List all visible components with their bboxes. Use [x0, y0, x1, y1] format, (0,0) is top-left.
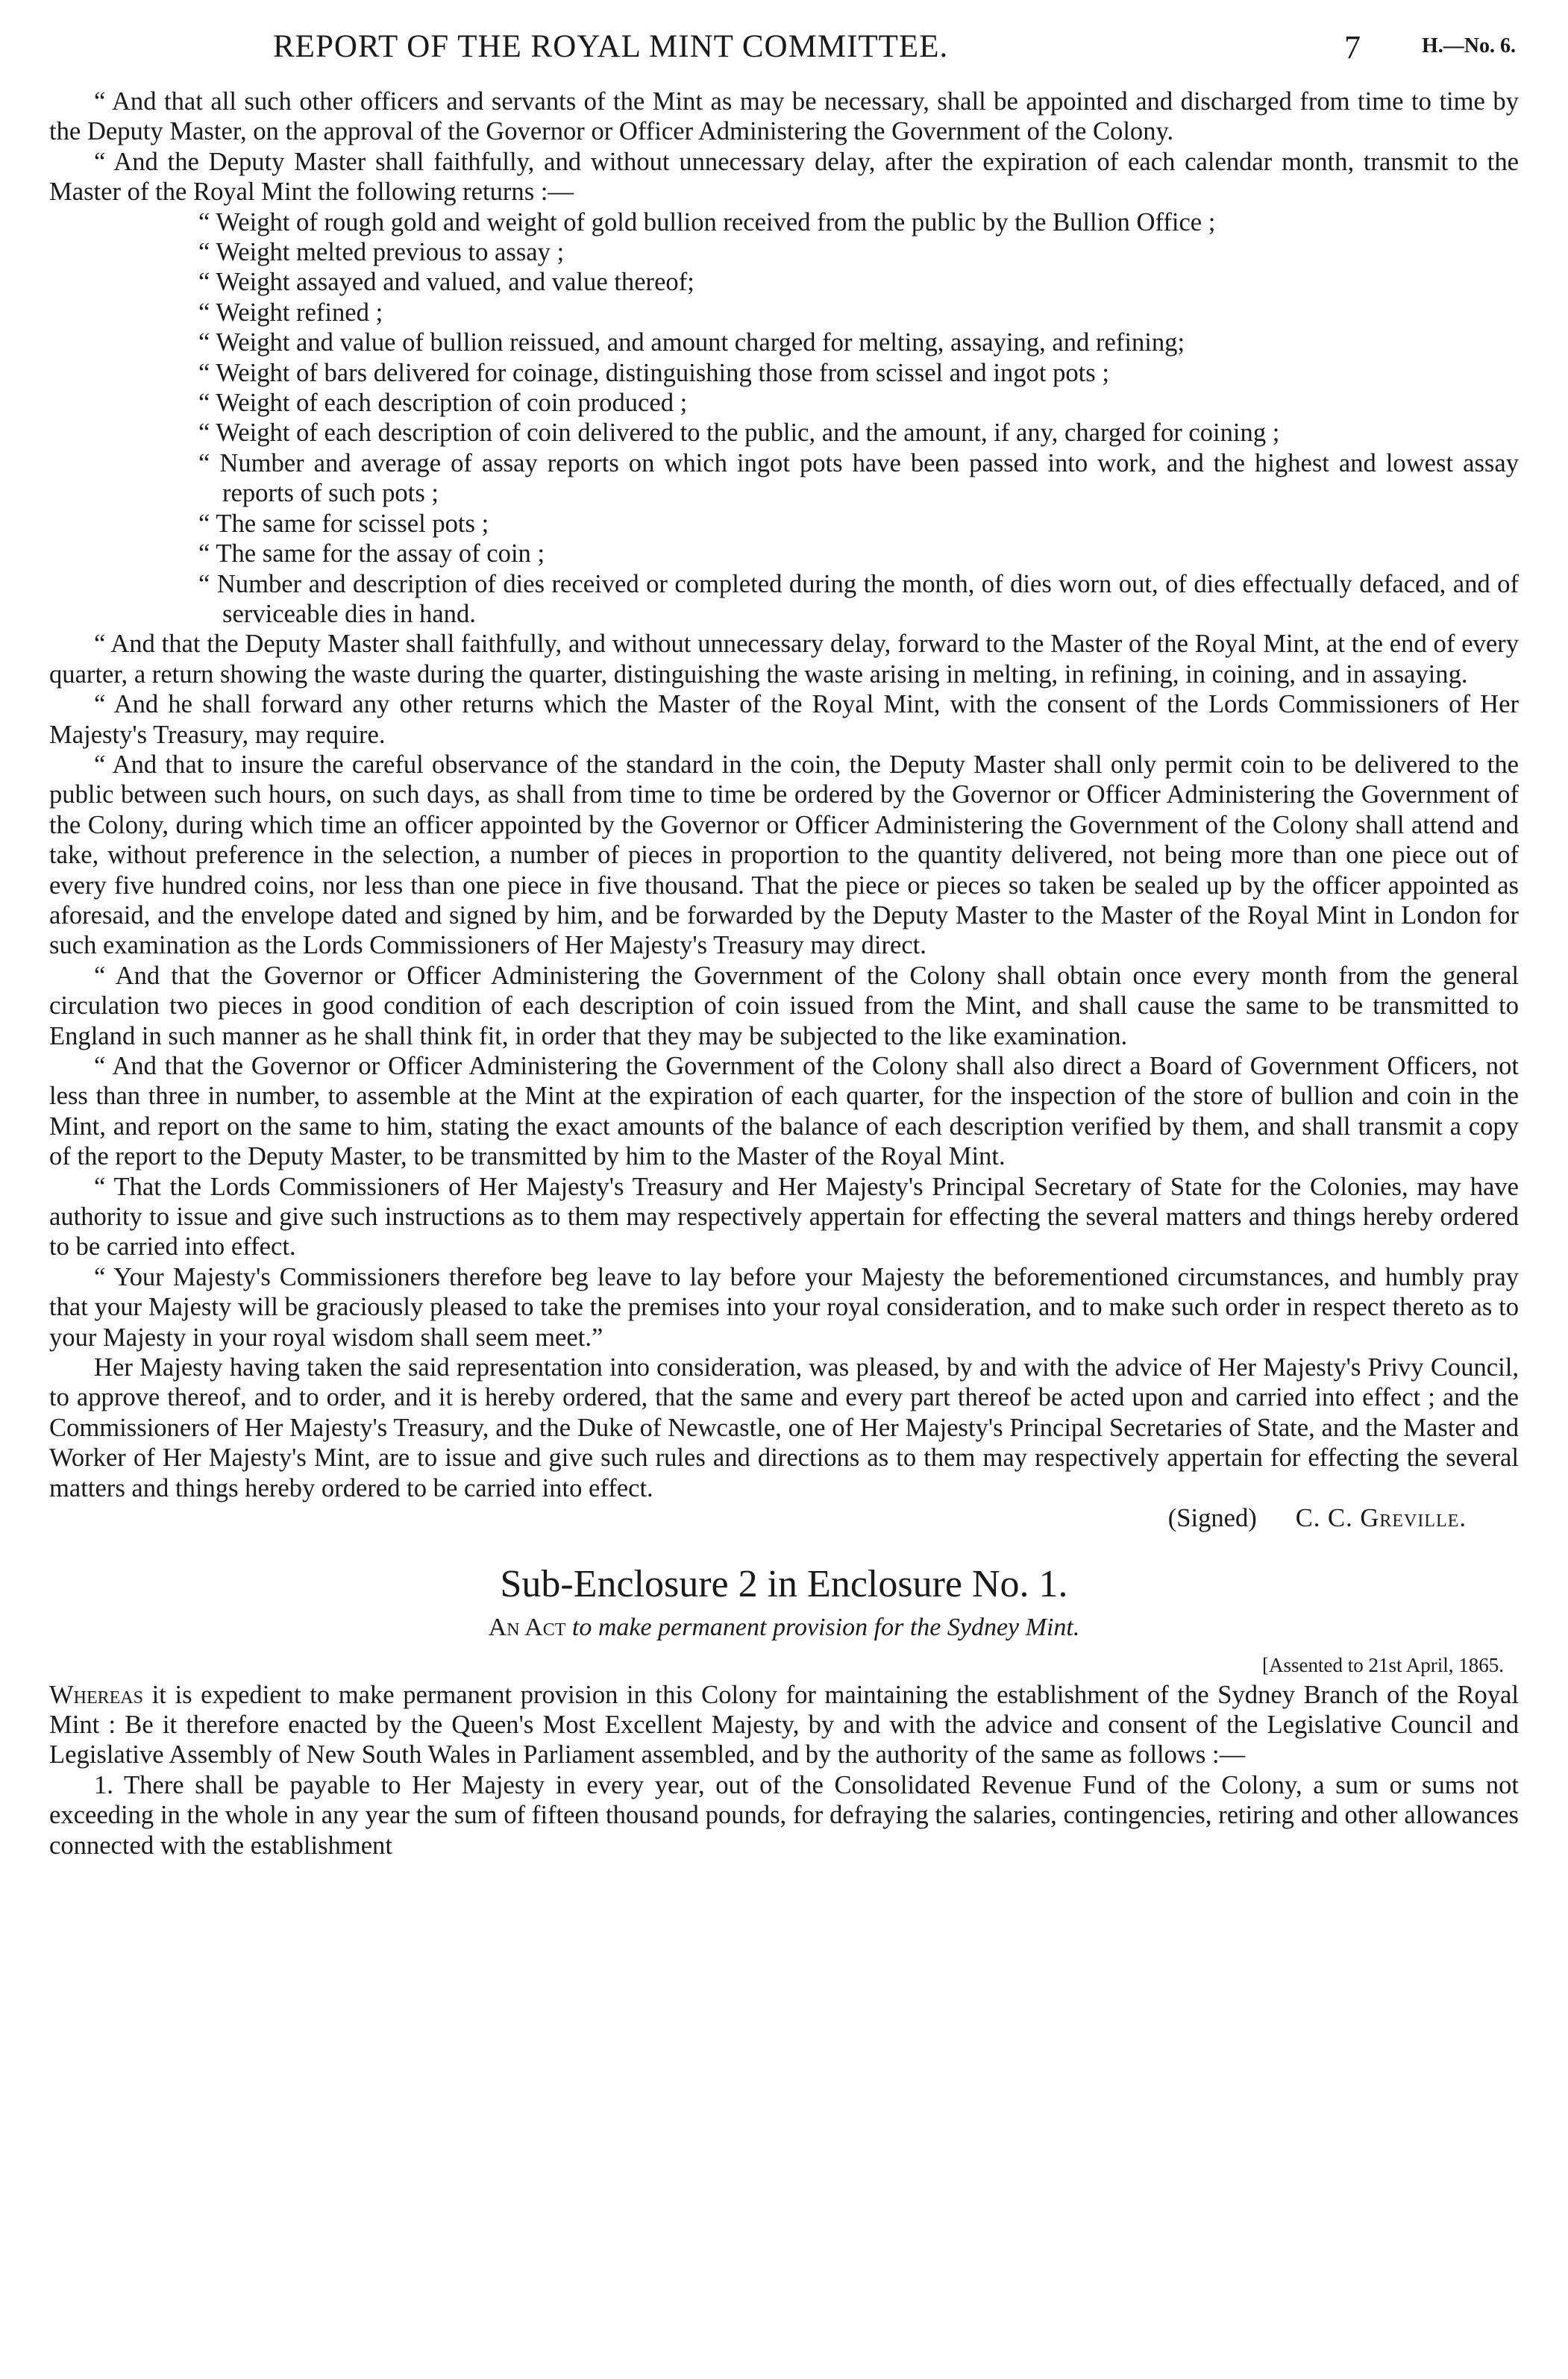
list-item: “ Number and average of assay reports on which ingot pots have been passed into work, and the highest and lowest assay reports of such pots ;	[198, 448, 1519, 508]
signatory-name: C. C. Greville.	[1295, 1504, 1467, 1533]
assent-date: [Assented to 21st April, 1865.	[1262, 1653, 1504, 1676]
returns-list	[49, 207, 1519, 630]
list-item: “ Weight of bars delivered for coinage, distinguishing those from scissel and ingot pots ;	[198, 358, 1109, 387]
document-page	[49, 28, 1519, 1861]
paragraph: “ And he shall forward any other returns which the Master of the Royal Mint, with the consent of the Lords Commissioners of Her Majesty's Treasury, may require.	[49, 690, 1519, 749]
list-item: “ Weight of each description of coin delivered to the public, and the amount, if any, charged for coining ;	[198, 419, 1280, 448]
preamble-lead: Whereas	[49, 1680, 143, 1709]
list-item: “ Weight refined ;	[198, 298, 383, 327]
page-number: 7	[1344, 29, 1361, 66]
signature-line	[49, 1503, 1519, 1533]
list-item: “ The same for the assay of coin ;	[198, 539, 545, 568]
act-prefix: An Act	[488, 1613, 566, 1641]
list-item: “ The same for scissel pots ;	[198, 509, 489, 538]
paragraph: Her Majesty having taken the said representation into consideration, was pleased, by and with the advice of Her Majesty's Privy Council, to approve thereof, and to order, and it is hereby ordered, that the same and every part thereof be acted upon and carried into effect ; and the Commissioners of Her Majesty's Treasury, and the Duke of Newcastle, one of Her Majesty's Principal Secretaries of State, and the Master and Worker of Her Majesty's Mint, are to issue and give such rules and directions as to them may respectively appertain for effecting the several matters and things hereby ordered to be carried into effect.	[49, 1353, 1519, 1502]
signature-label: (Signed)	[1167, 1504, 1257, 1533]
paragraph: “ And the Deputy Master shall faithfully, and without unnecessary delay, after the expiration of each calendar month, transmit to the Master of the Royal Mint the following returns :—	[49, 147, 1519, 207]
list-item: “ Weight and value of bullion reissued, and amount charged for melting, assaying, and refining;	[198, 328, 1185, 357]
act-title-text: to make permanent provision for the Sydney Mint.	[571, 1613, 1080, 1641]
list-item: “ Weight of each description of coin produced ;	[198, 389, 688, 418]
act-title	[49, 1613, 1519, 1643]
paragraph: “ And that all such other officers and servants of the Mint as may be necessary, shall be appointed and discharged from time to time by the Deputy Master, on the approval of the Governor or Officer Administering the Government of the Colony.	[49, 87, 1519, 146]
paragraph: “ Your Majesty's Commissioners therefore beg leave to lay before your Majesty the beforementioned circumstances, and humbly pray that your Majesty will be graciously pleased to take the premises into your royal consideration, and to make such order in respect thereto as to your Majesty in your royal wisdom shall seem meet.”	[49, 1262, 1519, 1352]
paragraph: “ That the Lords Commissioners of Her Majesty's Treasury and Her Majesty's Principal Secretary of State for the Colonies, may have authority to issue and give such instructions as to them may respectively appertain for effecting the several matters and things hereby ordered to be carried into effect.	[49, 1172, 1519, 1261]
preamble-text: it is expedient to make permanent provision in this Colony for maintaining the establishment of the Sydney Branch of the Royal Mint : Be it therefore enacted by the Queen's Most Excellent Majesty, by and with the advice and consent of the Legislative Council and Legislative Assembly of New South Wales in Parliament assembled, and by the authority of the same as follows :—	[49, 1680, 1519, 1770]
list-item: “ Weight of rough gold and weight of gold bullion received from the public by the Bullion Office ;	[198, 207, 1216, 236]
act-section-1: 1. There shall be payable to Her Majesty in every year, out of the Consolidated Revenue Fund of the Colony, a sum or sums not exceeding in the whole in any year the sum of fifteen thousand pounds, for defraying the salaries, contingencies, retiring and other allowances connected with the establishment	[49, 1770, 1519, 1860]
list-item: “ Number and description of dies received or completed during the month, of dies worn out, of dies effectually defaced, and of serviceable dies in hand.	[198, 569, 1519, 628]
act-preamble	[49, 1680, 1519, 1770]
list-item: “ Weight melted previous to assay ;	[198, 238, 565, 267]
body-text	[49, 87, 1519, 1861]
document-reference: H.—No. 6.	[1422, 34, 1516, 57]
list-item: “ Weight assayed and valued, and value thereof;	[198, 268, 694, 297]
sub-enclosure-heading: Sub-Enclosure 2 in Enclosure No. 1.	[500, 1562, 1068, 1605]
paragraph: “ And that the Governor or Officer Administering the Government of the Colony shall also direct a Board of Government Officers, not less than three in number, to assemble at the Mint at the expiration of each quarter, for the inspection of the store of bullion and coin in the Mint, and report on the same to him, stating the exact amounts of the balance of each description verified by them, and shall transmit a copy of the report to the Deputy Master, to be transmitted by him to the Master of the Royal Mint.	[49, 1052, 1519, 1171]
paragraph: “ And that the Governor or Officer Administering the Government of the Colony shall obtain once every month from the general circulation two pieces in good condition of each description of coin issued from the Mint, and shall cause the same to be transmitted to England in such manner as he shall think fit, in order that they may be subjected to the like examination.	[49, 961, 1519, 1050]
running-title: REPORT OF THE ROYAL MINT COMMITTEE.	[273, 29, 949, 64]
page-header	[49, 28, 1519, 73]
paragraph: “ And that to insure the careful observance of the standard in the coin, the Deputy Master shall only permit coin to be delivered to the public between such hours, on such days, as shall from time to time be ordered by the Governor or Officer Administering the Government of the Colony, during which time an officer appointed by the Governor or Officer Administering the Government of the Colony shall attend and take, without preference in the selection, a number of pieces in proportion to the quantity delivered, not being more than one piece out of every five hundred coins, nor less than one piece in five thousand. That the piece or pieces so taken be sealed up by the officer appointed as aforesaid, and the envelope dated and signed by him, and be forwarded by the Deputy Master to the Master of the Royal Mint in London for such examination as the Lords Commissioners of Her Majesty's Treasury may direct.	[49, 750, 1519, 960]
paragraph: “ And that the Deputy Master shall faithfully, and without unnecessary delay, forward to the Master of the Royal Mint, at the end of every quarter, a return showing the waste during the quarter, distinguishing the waste arising in melting, in refining, in coining, and in assaying.	[49, 630, 1519, 689]
